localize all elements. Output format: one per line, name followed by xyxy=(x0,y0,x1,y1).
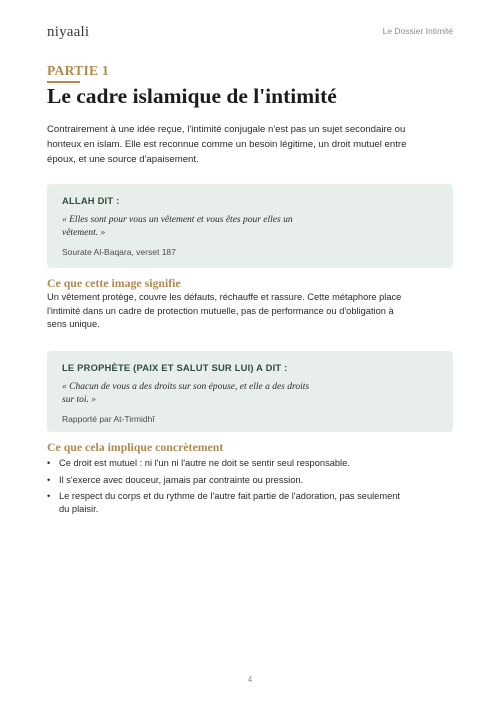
list-item xyxy=(47,457,407,470)
hadith-quote-box xyxy=(47,351,453,432)
intro-paragraph: Contrairement à une idée reçue, l'intimité conjugale n'est pas un sujet secondaire ou honteux en islam. Elle est reconnue comme un besoin légitime, un droit mutuel entre époux, et une source d'apaisement. xyxy=(47,124,407,165)
brand-logo: niyaali xyxy=(47,24,90,40)
page-title: Le cadre islamique de l'intimité xyxy=(47,84,337,108)
list-item-text: Le respect du corps et du rythme de l'autre fait partie de l'adoration, pas seulement du plaisir. xyxy=(59,491,401,514)
quote-text: « Chacun de vous a des droits sur son épouse, et elle a des droits sur toi. » xyxy=(62,382,310,405)
list-item xyxy=(47,474,407,487)
bullet-icon: • xyxy=(47,474,51,485)
implications-list xyxy=(47,457,407,519)
bullet-icon: • xyxy=(47,491,51,501)
section-heading: Ce que cela implique concrètement xyxy=(47,440,224,454)
quote-heading: LE PROPHÈTE (PAIX ET SALUT SUR LUI) A DIT : xyxy=(62,362,288,373)
quote-source: Sourate Al-Baqara, verset 187 xyxy=(62,247,176,257)
list-item xyxy=(47,490,407,515)
quran-quote-box xyxy=(47,184,453,268)
page-number: 4 xyxy=(247,675,253,684)
part-label: PARTIE 1 xyxy=(47,63,110,78)
list-item-text: Il s'exerce avec douceur, jamais par contrainte ou pression. xyxy=(59,474,304,485)
part-divider xyxy=(47,81,80,83)
section-heading: Ce que cette image signifie xyxy=(47,276,181,290)
quote-source: Rapporté par At-Tirmidhî xyxy=(62,414,155,424)
section-paragraph: Un vêtement protège, couvre les défauts, réchauffe et rassure. Cette métaphore place l'intimité dans un cadre de protection mutuelle, pas de performance ou d'obligation à sens unique. xyxy=(47,292,402,329)
quote-heading: ALLAH DIT : xyxy=(62,195,120,206)
quote-text: « Elles sont pour vous un vêtement et vous êtes pour elles un vêtement. » xyxy=(62,215,293,238)
bullet-icon: • xyxy=(47,458,51,468)
document-name: Le Dossier Intimité xyxy=(382,26,453,36)
list-item-text: Ce droit est mutuel : ni l'un ni l'autre ne doit se sentir seul responsable. xyxy=(59,458,350,468)
